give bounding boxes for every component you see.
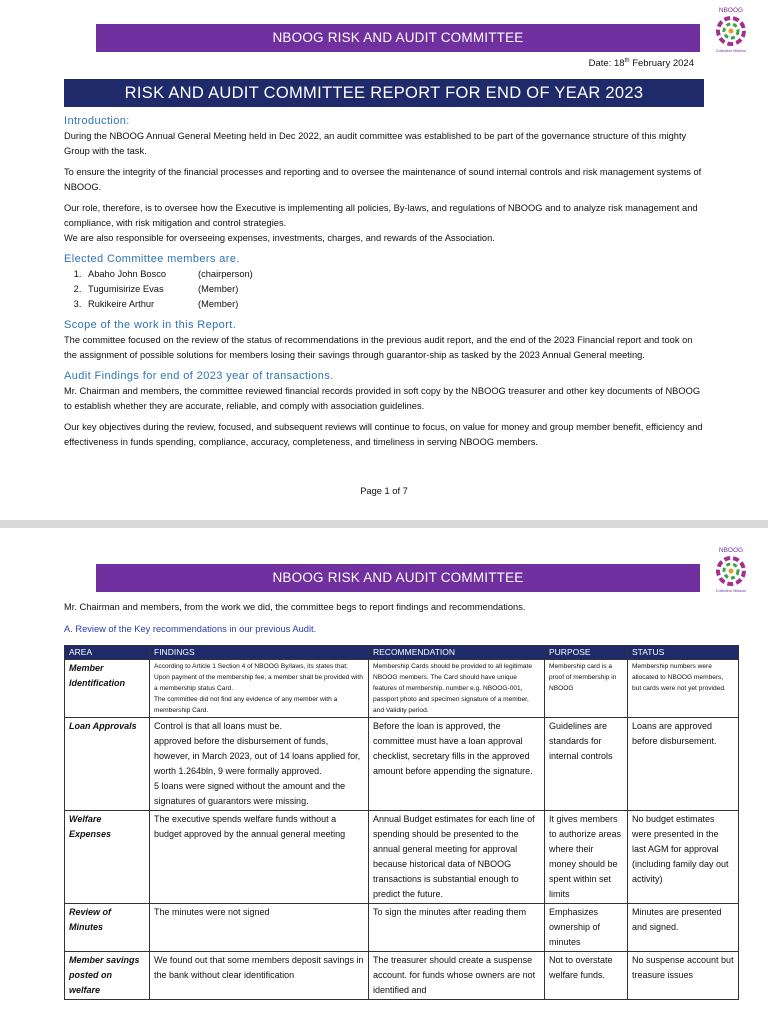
purpose-cell: Guidelines are standards for internal controls [545, 718, 628, 811]
intro-paragraph-1: During the NBOOG Annual General Meeting held in Dec 2022, an audit committee was established to be part of the governance structure of this mighty Group with the task. [64, 131, 687, 156]
area-cell: Welfare Expenses [65, 811, 150, 904]
findings-table [64, 645, 739, 1000]
findings-cell: We found out that some members deposit savings in the bank without clear identification [150, 952, 369, 1000]
purpose-cell: Membership card is a proof of membership in NBOOG [545, 660, 628, 718]
recommendation-cell: Membership Cards should be provided to all legitimate NBOOG members. The Card should have unique features of membership. number e.g. NBOOG-001, passport photo and specimen signature of a member, and Validity period. [369, 660, 545, 718]
status-cell: No budget estimates were presented in the last AGM for approval (including family day out activity) [628, 811, 739, 904]
scope-heading: Scope of the work in this Report. [64, 319, 237, 331]
header-banner: NBOOG RISK AND AUDIT COMMITTEE [96, 24, 700, 52]
table-row [65, 952, 739, 1000]
area-cell: Loan Approvals [65, 718, 150, 811]
member-item [84, 297, 704, 312]
members-list [64, 267, 704, 312]
table-row [65, 718, 739, 811]
column-header: PURPOSE [545, 646, 628, 660]
intro-paragraph-2: To ensure the integrity of the financial processes and reporting and to oversee the maintenance of sound internal controls and risk management systems of NBOOG. [64, 167, 702, 192]
member-role: (Member) [198, 299, 239, 309]
column-header: STATUS [628, 646, 739, 660]
status-cell: No suspense account but treasure issues [628, 952, 739, 1000]
intro-paragraph-4: We are also responsible for overseeing expenses, investments, charges, and rewards of the Association. [64, 233, 495, 243]
recommendation-cell: The treasurer should create a suspense account. for funds whose owners are not identified and [369, 952, 545, 1000]
recommendation-cell: To sign the minutes after reading them [369, 904, 545, 952]
findings-cell: The executive spends welfare funds without a budget approved by the annual general meeting [150, 811, 369, 904]
intro-heading: Introduction: [64, 115, 130, 127]
table-row [65, 811, 739, 904]
findings-paragraph-2: Our key objectives during the review, focused, and subsequent reviews will continue to focus, on value for money and group member benefit, efficiency and effectiveness in funds spending, compliance, accuracy, completeness, and timeliness in serving NBOOG members. [64, 422, 703, 447]
column-header: AREA [65, 646, 150, 660]
column-header: RECOMMENDATION [369, 646, 545, 660]
section-a-heading: A. Review of the Key recommendations in our previous Audit. [64, 624, 317, 634]
member-name: Abaho John Bosco [88, 269, 167, 279]
report-body [64, 114, 704, 456]
member-name: Tugumisirize Evas [88, 284, 164, 294]
area-cell: Member savings posted on welfare [65, 952, 150, 1000]
member-role: (Member) [198, 284, 239, 294]
members-heading: Elected Committee members are. [64, 253, 240, 265]
column-header: FINDINGS [150, 646, 369, 660]
findings-cell: The minutes were not signed [150, 904, 369, 952]
logo-text: NBOOG [718, 547, 744, 554]
area-cell: Member Identification [65, 660, 150, 718]
area-cell: Review of Minutes [65, 904, 150, 952]
header-banner: NBOOG RISK AND AUDIT COMMITTEE [96, 564, 700, 592]
report-date: Date: 18th February 2024 [588, 58, 694, 70]
member-name: Rukikeire Arthur [88, 299, 155, 309]
member-item [84, 282, 704, 297]
member-role: (chairperson) [198, 269, 253, 279]
nboog-logo-icon [706, 544, 756, 594]
findings-heading: Audit Findings for end of 2023 year of transactions. [64, 370, 334, 382]
member-item [84, 267, 704, 282]
page-2 [0, 528, 768, 1024]
table-row [65, 660, 739, 718]
logo-text: NBOOG [718, 7, 744, 14]
purpose-cell: Not to overstate welfare funds. [545, 952, 628, 1000]
nboog-logo-icon [706, 4, 756, 54]
findings-cell: Control is that all loans must be. approved before the disbursement of funds, however, in March 2023, out of 14 loans applied for, worth 1.264bln, 9 were formally approved. 5 loans were signed without the amount and the signatures of guarantors were missing. [150, 718, 369, 811]
status-cell: Minutes are presented and signed. [628, 904, 739, 952]
recommendation-cell: Annual Budget estimates for each line of spending should be presented to the annual general meeting for approval because historical data of NBOOG transactions is substantial enough to predict the future. [369, 811, 545, 904]
purpose-cell: It gives members to authorize areas where their money should be spent within set limits [545, 811, 628, 904]
findings-cell: According to Article 1 Section 4 of NBOOG By/laws, its states that; Upon payment of the membership fee, a member shall be provided with a membership status Card. The committee did not find any evidence of any member with a membership Card. [150, 660, 369, 718]
page-number: Page 1 of 7 [360, 486, 408, 496]
findings-paragraph-1: Mr. Chairman and members, the committee reviewed financial records provided in soft copy by the NBOOG treasurer and other key documents of NBOOG to establish whether they are accurate, reliable, and comply with association guidelines. [64, 386, 701, 411]
status-cell: Membership numbers were allocated to NBOOG members, but cards were not yet provided. [628, 660, 739, 718]
table-row [65, 904, 739, 952]
logo-subtext: Collective Mission [715, 589, 747, 593]
table-header-row [65, 646, 739, 660]
recommendation-cell: Before the loan is approved, the committee must have a loan approval checklist, secretary fills in the approved amount before appending the signature. [369, 718, 545, 811]
report-title: RISK AND AUDIT COMMITTEE REPORT FOR END OF YEAR 2023 [64, 79, 704, 107]
intro-paragraph-3: Our role, therefore, is to oversee how the Executive is implementing all policies, By-laws, and regulations of NBOOG and to analyze risk management and compliance, with risk mitigation and control strategies. [64, 203, 698, 228]
logo-subtext: Collective Mission [715, 49, 747, 53]
purpose-cell: Emphasizes ownership of minutes [545, 904, 628, 952]
scope-paragraph: The committee focused on the review of the status of recommendations in the previous audit report, and the end of the 2023 Financial report and took on the assignment of possible solutions for members losing their savings through guarantor-ship as tasked by the 2023 Annual General meeting. [64, 335, 693, 360]
status-cell: Loans are approved before disbursement. [628, 718, 739, 811]
findings-intro: Mr. Chairman and members, from the work we did, the committee begs to report findings and recommendations. [64, 602, 526, 612]
